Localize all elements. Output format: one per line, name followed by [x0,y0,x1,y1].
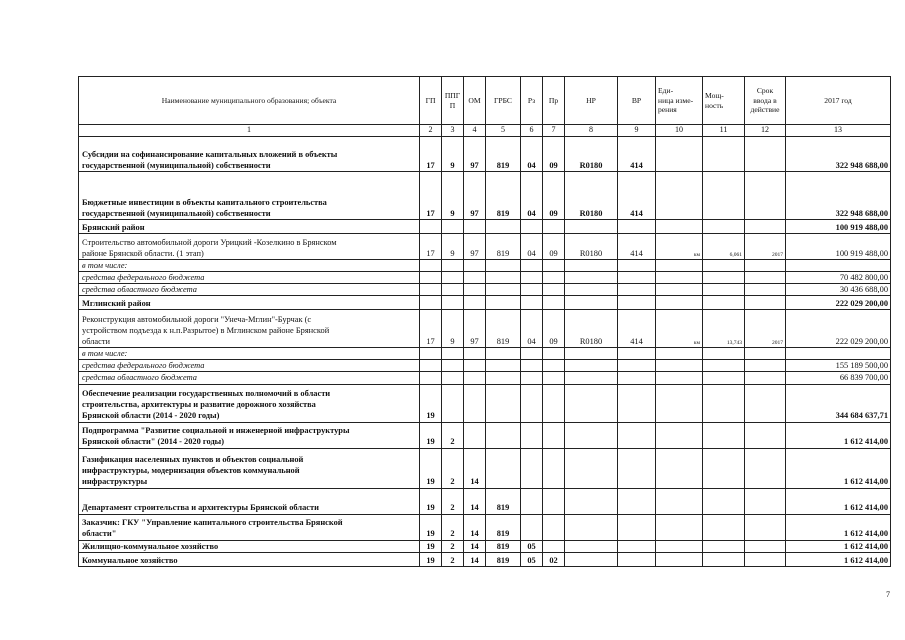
row-ppgp [442,284,464,296]
row-pr: 09 [543,172,565,220]
row-unit [656,172,703,220]
row-term [745,348,786,360]
row-om: 97 [464,172,486,220]
row-term [745,137,786,172]
row-om [464,384,486,422]
row-om [464,372,486,384]
row-power [703,372,745,384]
header-2017: 2017 год [786,77,891,125]
row-term [745,284,786,296]
table-row [79,372,891,384]
row-rz: 04 [521,234,543,260]
row-grbs: 819 [486,234,521,260]
row-unit [656,372,703,384]
column-number-row [79,125,891,137]
row-grbs [486,360,521,372]
row-gp: 19 [420,488,442,514]
row-power [703,360,745,372]
row-ppgp: 2 [442,514,464,540]
row-unit: км [656,234,703,260]
row-rz [521,260,543,272]
row-vr [618,488,656,514]
row-om: 97 [464,234,486,260]
row-nr: R0180 [565,234,618,260]
header-name: Наименование муниципального образования; объекта [79,77,420,125]
row-om [464,272,486,284]
row-om: 14 [464,514,486,540]
header-term: Срок ввода в действие [745,77,786,125]
row-pr: 09 [543,234,565,260]
row-name: средства федерального бюджета [79,272,420,284]
row-ppgp: 9 [442,172,464,220]
row-ppgp: 2 [442,448,464,488]
table-row [79,284,891,296]
row-pr [543,422,565,448]
row-sum [786,348,891,360]
row-gp [420,284,442,296]
row-name: Департамент строительства и архитектуры Брянской области [79,488,420,514]
row-gp: 19 [420,384,442,422]
row-ppgp [442,296,464,310]
row-vr [618,514,656,540]
row-pr: 09 [543,137,565,172]
row-pr [543,272,565,284]
row-power [703,540,745,552]
row-om: 97 [464,137,486,172]
row-rz [521,514,543,540]
header-power: Мощ- ность [703,77,745,125]
row-vr [618,360,656,372]
row-term [745,272,786,284]
row-power [703,384,745,422]
column-number: 13 [786,125,891,137]
row-om: 97 [464,310,486,348]
row-ppgp [442,220,464,234]
row-unit [656,552,703,566]
row-grbs [486,384,521,422]
row-grbs [486,296,521,310]
row-sum: 1 612 414,00 [786,514,891,540]
row-rz [521,284,543,296]
row-vr [618,422,656,448]
row-vr: 414 [618,137,656,172]
table-row [79,360,891,372]
row-grbs [486,448,521,488]
column-number: 6 [521,125,543,137]
table-row [79,272,891,284]
row-unit [656,137,703,172]
row-term: 2017 [745,310,786,348]
row-unit [656,514,703,540]
row-term [745,540,786,552]
row-unit [656,540,703,552]
table-row [79,172,891,220]
table-row [79,220,891,234]
row-vr: 414 [618,310,656,348]
row-vr [618,284,656,296]
table-row [79,448,891,488]
column-number: 7 [543,125,565,137]
row-gp: 19 [420,422,442,448]
row-name: Реконструкция автомобильной дороги "Унеча-Мглин"-Бурчак (с устройством подъезда к н.п.Разрытое) в Мглинском районе Брянской области [79,310,420,348]
row-rz [521,272,543,284]
row-unit [656,220,703,234]
header-rz: Рз [521,77,543,125]
row-ppgp: 2 [442,540,464,552]
header-row [79,77,891,125]
row-om: 14 [464,488,486,514]
row-pr [543,296,565,310]
row-name: Бюджетные инвестиции в объекты капитального строительства государственной (муниципальной) собственности [79,172,420,220]
row-grbs [486,260,521,272]
row-nr [565,220,618,234]
row-vr [618,260,656,272]
row-power [703,260,745,272]
column-number: 1 [79,125,420,137]
row-sum: 322 948 688,00 [786,172,891,220]
row-pr: 09 [543,310,565,348]
row-vr [618,552,656,566]
row-nr [565,488,618,514]
row-nr: R0180 [565,137,618,172]
column-number: 4 [464,125,486,137]
row-sum: 1 612 414,00 [786,488,891,514]
table-row [79,310,891,348]
header-pr: Пр [543,77,565,125]
row-term [745,172,786,220]
row-vr: 414 [618,172,656,220]
row-term [745,260,786,272]
header-gp: ГП [420,77,442,125]
column-number: 5 [486,125,521,137]
row-rz [521,384,543,422]
row-rz: 05 [521,540,543,552]
row-sum: 1 612 414,00 [786,422,891,448]
column-number: 8 [565,125,618,137]
row-rz [521,348,543,360]
row-rz: 04 [521,310,543,348]
row-nr [565,384,618,422]
row-unit [656,448,703,488]
row-ppgp [442,372,464,384]
row-sum: 222 029 200,00 [786,296,891,310]
row-rz: 04 [521,172,543,220]
row-pr [543,220,565,234]
row-nr [565,284,618,296]
column-number: 12 [745,125,786,137]
row-pr: 02 [543,552,565,566]
row-gp: 19 [420,514,442,540]
row-om: 14 [464,540,486,552]
row-vr [618,540,656,552]
row-grbs: 819 [486,540,521,552]
row-grbs: 819 [486,310,521,348]
row-om [464,220,486,234]
row-power [703,220,745,234]
column-number: 11 [703,125,745,137]
row-gp: 19 [420,448,442,488]
row-rz [521,488,543,514]
row-grbs: 819 [486,488,521,514]
row-sum: 66 839 700,00 [786,372,891,384]
row-gp: 17 [420,234,442,260]
row-pr [543,448,565,488]
row-vr [618,448,656,488]
header-nr: НР [565,77,618,125]
row-grbs [486,422,521,448]
column-number: 9 [618,125,656,137]
row-nr: R0180 [565,310,618,348]
column-number: 10 [656,125,703,137]
row-power [703,552,745,566]
row-nr [565,348,618,360]
row-sum: 322 948 688,00 [786,137,891,172]
row-rz [521,296,543,310]
row-nr [565,360,618,372]
row-om [464,348,486,360]
row-name: средства федерального бюджета [79,360,420,372]
row-rz [521,360,543,372]
row-gp [420,220,442,234]
row-rz: 05 [521,552,543,566]
row-name: Заказчик: ГКУ "Управление капитального строительства Брянской области" [79,514,420,540]
row-nr [565,514,618,540]
table-row [79,552,891,566]
row-vr [618,372,656,384]
row-gp: 19 [420,552,442,566]
row-term [745,360,786,372]
row-grbs [486,372,521,384]
row-rz [521,372,543,384]
row-name: Субсидии на софинансирование капитальных вложений в объекты государственной (муниципальной) собственности [79,137,420,172]
row-om [464,284,486,296]
header-unit: Еди- ница изме- рения [656,77,703,125]
row-ppgp: 2 [442,552,464,566]
row-pr [543,372,565,384]
row-vr [618,220,656,234]
row-term [745,372,786,384]
header-vr: ВР [618,77,656,125]
row-sum [786,260,891,272]
budget-table [78,76,891,567]
row-gp [420,372,442,384]
row-gp [420,360,442,372]
row-name: Газификация населенных пунктов и объектов социальной инфраструктуры, модернизация объектов коммунальной инфраструктуры [79,448,420,488]
row-om [464,260,486,272]
row-name: средства областного бюджета [79,284,420,296]
row-sum: 1 612 414,00 [786,540,891,552]
row-pr [543,284,565,296]
row-nr [565,296,618,310]
row-om [464,422,486,448]
row-gp: 17 [420,137,442,172]
row-unit [656,272,703,284]
row-term [745,296,786,310]
row-unit: км [656,310,703,348]
table-row [79,348,891,360]
column-number: 2 [420,125,442,137]
row-term [745,514,786,540]
table-row [79,540,891,552]
row-ppgp: 9 [442,137,464,172]
row-gp [420,272,442,284]
page-number: 7 [886,590,890,599]
row-sum: 1 612 414,00 [786,552,891,566]
row-pr [543,348,565,360]
row-nr [565,260,618,272]
row-grbs [486,284,521,296]
row-sum: 100 919 488,00 [786,220,891,234]
row-gp: 17 [420,172,442,220]
table-row [79,234,891,260]
row-power [703,348,745,360]
row-unit [656,260,703,272]
row-pr [543,514,565,540]
row-name: Строительство автомобильной дороги Урицкий -Козелкино в Брянском районе Брянской области. (1 этап) [79,234,420,260]
row-om: 14 [464,448,486,488]
row-nr [565,448,618,488]
row-nr: R0180 [565,172,618,220]
row-pr [543,360,565,372]
row-nr [565,552,618,566]
row-om: 14 [464,552,486,566]
row-ppgp [442,260,464,272]
row-power: 13,743 [703,310,745,348]
row-ppgp [442,348,464,360]
row-power [703,296,745,310]
table-row [79,296,891,310]
row-ppgp: 9 [442,310,464,348]
row-unit [656,422,703,448]
row-term: 2017 [745,234,786,260]
table-row [79,384,891,422]
row-unit [656,348,703,360]
row-sum: 344 684 637,71 [786,384,891,422]
row-power [703,448,745,488]
row-om [464,296,486,310]
header-grbs: ГРБС [486,77,521,125]
row-sum: 100 919 488,00 [786,234,891,260]
row-name: средства областного бюджета [79,372,420,384]
row-rz [521,422,543,448]
row-name: Мглинский район [79,296,420,310]
row-name: Жилищно-коммунальное хозяйство [79,540,420,552]
row-ppgp: 9 [442,234,464,260]
row-vr [618,296,656,310]
row-gp [420,260,442,272]
row-grbs [486,220,521,234]
row-vr: 414 [618,234,656,260]
row-sum: 155 189 500,00 [786,360,891,372]
row-name: Коммунальное хозяйство [79,552,420,566]
table-row [79,514,891,540]
row-grbs: 819 [486,137,521,172]
row-term [745,422,786,448]
row-sum: 30 436 688,00 [786,284,891,296]
row-rz [521,220,543,234]
row-grbs: 819 [486,514,521,540]
row-unit [656,384,703,422]
row-ppgp [442,360,464,372]
row-gp: 17 [420,310,442,348]
row-grbs [486,348,521,360]
row-pr [543,384,565,422]
row-name: Подпрограмма "Развитие социальной и инженерной инфраструктуры Брянской области" (2014 - 2020 годы) [79,422,420,448]
row-power [703,137,745,172]
row-om [464,360,486,372]
row-nr [565,372,618,384]
row-pr [543,540,565,552]
row-name: Обеспечение реализации государственных полномочий в области строительства, архитектуры и развитие дорожного хозяйства Брянской области (2014 - 2020 годы) [79,384,420,422]
row-power [703,488,745,514]
row-power [703,514,745,540]
row-nr [565,272,618,284]
row-name: Брянский район [79,220,420,234]
row-pr [543,260,565,272]
row-name: в том числе: [79,260,420,272]
table-row [79,137,891,172]
table-row [79,260,891,272]
row-power [703,172,745,220]
header-om: ОМ [464,77,486,125]
row-unit [656,488,703,514]
row-ppgp: 2 [442,488,464,514]
header-ppgp: ППГ П [442,77,464,125]
row-pr [543,488,565,514]
row-ppgp [442,384,464,422]
row-grbs [486,272,521,284]
row-term [745,384,786,422]
row-grbs: 819 [486,172,521,220]
row-vr [618,348,656,360]
row-gp: 19 [420,540,442,552]
row-sum: 1 612 414,00 [786,448,891,488]
row-unit [656,360,703,372]
table-row [79,488,891,514]
row-power [703,284,745,296]
row-nr [565,540,618,552]
table-row [79,422,891,448]
row-gp [420,296,442,310]
row-term [745,448,786,488]
row-nr [565,422,618,448]
row-rz [521,448,543,488]
row-unit [656,296,703,310]
row-sum: 222 029 200,00 [786,310,891,348]
row-term [745,488,786,514]
row-power: 6,061 [703,234,745,260]
row-term [745,552,786,566]
row-grbs: 819 [486,552,521,566]
row-unit [656,284,703,296]
row-sum: 70 482 800,00 [786,272,891,284]
row-power [703,272,745,284]
row-ppgp: 2 [442,422,464,448]
row-vr [618,384,656,422]
row-power [703,422,745,448]
row-ppgp [442,272,464,284]
column-number: 3 [442,125,464,137]
row-rz: 04 [521,137,543,172]
row-term [745,220,786,234]
row-name: в том числе: [79,348,420,360]
row-vr [618,272,656,284]
row-gp [420,348,442,360]
